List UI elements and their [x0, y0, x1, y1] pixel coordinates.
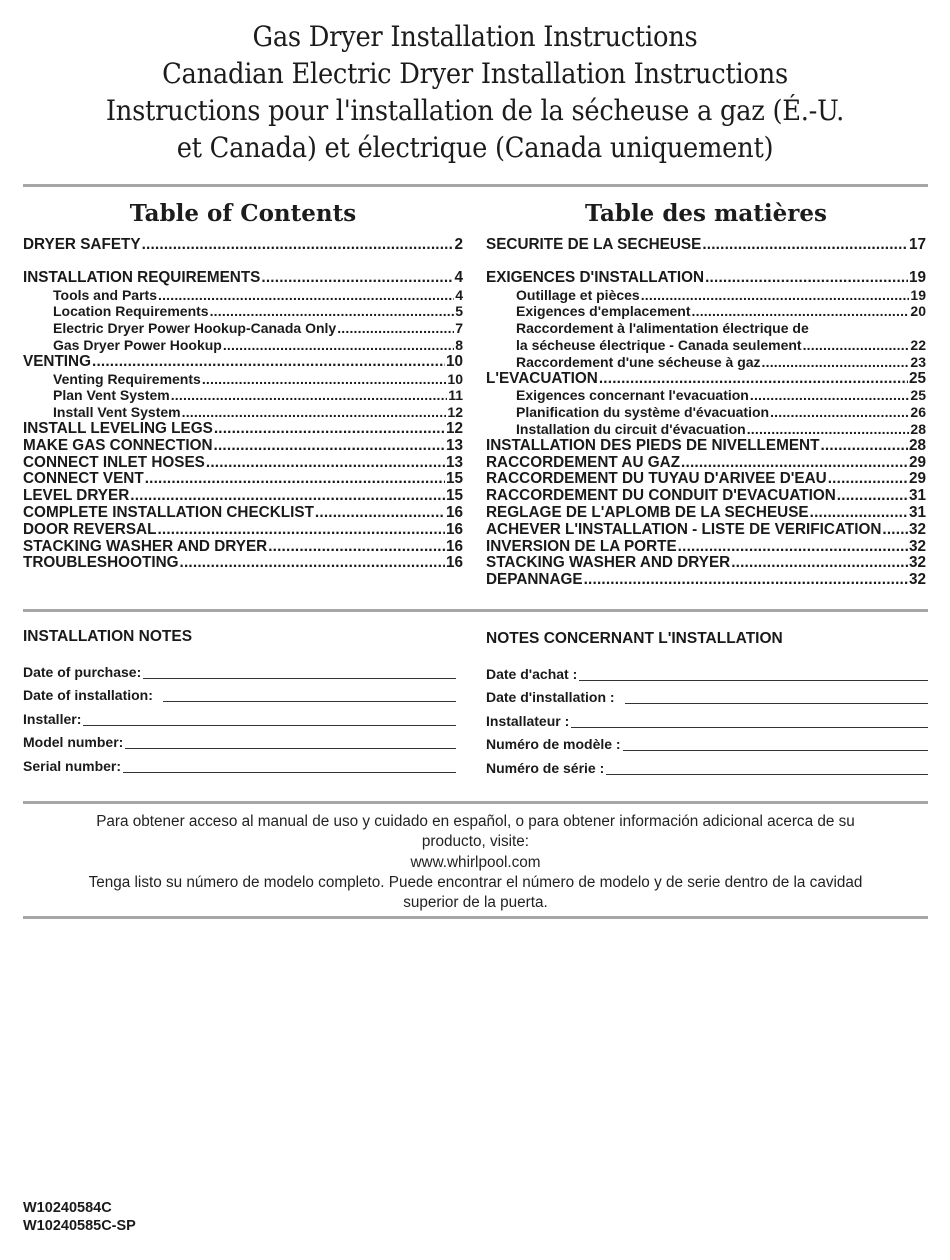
toc-entry-label: Venting Requirements: [53, 370, 201, 387]
note-field: [486, 660, 928, 684]
note-field-label: Numéro de série :: [486, 759, 605, 776]
toc-entry-page: 13: [445, 437, 463, 454]
dot-leader: [828, 471, 908, 488]
divider: [23, 801, 928, 804]
note-field-blank-line[interactable]: [123, 772, 456, 773]
title-line: et Canada) et électrique (Canada uniquement): [176, 131, 774, 164]
document-number: W10240584C: [23, 1200, 112, 1216]
toc-entry[interactable]: [486, 522, 926, 539]
toc-entry-page: 16: [445, 538, 463, 555]
note-field: [23, 658, 456, 682]
dot-leader: [837, 488, 908, 505]
toc-entry-page: 28: [908, 437, 926, 454]
toc-entry-page: 11: [448, 387, 463, 404]
toc-entry-page: 23: [910, 353, 926, 370]
toc-entry[interactable]: [23, 471, 463, 488]
note-field: [23, 682, 456, 706]
toc-entry[interactable]: [23, 421, 463, 438]
toc-entry-page: 16: [445, 521, 463, 538]
toc-entry-label: LEVEL DRYER: [23, 488, 130, 505]
toc-entry-page: 17: [908, 237, 926, 253]
toc-entry-label: Electric Dryer Power Hookup-Canada Only: [53, 320, 337, 337]
toc-entry[interactable]: [486, 371, 926, 388]
toc-entry-label: ACHEVER L'INSTALLATION - LISTE DE VÉRIFICATION: [486, 521, 882, 538]
toc-entry-label: VENTING: [23, 353, 91, 370]
toc-entry[interactable]: [23, 237, 463, 254]
toc-entry[interactable]: [23, 354, 463, 371]
note-field-blank-line[interactable]: [625, 703, 928, 704]
dot-leader: [762, 354, 910, 371]
dot-leader: [705, 270, 908, 287]
dot-leader: [171, 387, 447, 404]
notice-text: producto, visite:: [421, 833, 530, 851]
toc-entry-label: DOOR REVERSAL: [23, 521, 157, 538]
notice-text: Tenga listo su número de modelo completo. Puede encontrar el número de modelo y de serie dentro de la cavidad: [88, 873, 863, 891]
toc-entry-label: RACCORDEMENT DU TUYAU D'ARIVÉE D'EAU: [486, 471, 827, 488]
toc-entry-page: 4: [454, 269, 463, 286]
note-field-label: Date d'installation :: [486, 689, 615, 705]
installation-notes-english: [23, 628, 456, 776]
toc-entry-label: INSTALLATION REQUIREMENTS: [23, 269, 261, 286]
divider: [23, 916, 928, 919]
note-field: [486, 731, 928, 755]
dot-leader: [315, 505, 445, 522]
toc-entry-page: 10: [445, 353, 463, 370]
toc-entry[interactable]: [23, 539, 463, 556]
toc-entry-page: 12: [445, 420, 463, 437]
note-field-label: Date of purchase:: [23, 663, 142, 680]
toc-entry-label: Outillage et pièces: [516, 286, 640, 303]
toc-entry[interactable]: [486, 320, 926, 337]
note-field: [486, 754, 928, 778]
toc-entry[interactable]: [23, 387, 463, 404]
toc-entry[interactable]: [23, 337, 463, 354]
toc-entry-label: SÉCURITÉ DE LA SÉCHEUSE: [486, 237, 702, 253]
toc-entry-label: DRYER SAFETY: [23, 237, 141, 253]
notice-text: Para obtener acceso al manual de uso y cuidado en español, o para obtener información adicional acerca de su: [96, 813, 855, 830]
toc-english: [23, 200, 463, 572]
dot-leader: [223, 337, 454, 354]
toc-entry[interactable]: [23, 287, 463, 304]
dot-leader: [599, 371, 908, 388]
toc-entry-page: 5: [455, 303, 463, 320]
toc-entry[interactable]: [23, 488, 463, 505]
toc-heading: Table des matières: [585, 200, 827, 227]
toc-entry-label: TROUBLESHOOTING: [23, 555, 179, 572]
toc-entry[interactable]: [23, 320, 463, 337]
toc-entry-page: 29: [908, 471, 926, 488]
note-field-blank-line[interactable]: [579, 680, 928, 681]
toc-entry-page: 32: [908, 538, 926, 555]
toc-entry[interactable]: [486, 488, 926, 505]
toc-entry-label: CONNECT INLET HOSES: [23, 454, 205, 471]
toc-entry-label: L'EVACUATION: [486, 370, 598, 387]
toc-entry-label: CONNECT VENT: [23, 471, 144, 488]
toc-entry-page: 16: [445, 504, 463, 521]
divider: [23, 184, 928, 187]
dot-leader: [214, 438, 445, 455]
toc-entry-label: DÉPANNAGE: [486, 572, 583, 589]
toc-entry-page: 32: [908, 572, 926, 589]
note-field-label: Model number:: [23, 734, 124, 750]
toc-entry-page: 26: [910, 404, 926, 421]
toc-entry[interactable]: [486, 303, 926, 320]
dot-leader: [641, 287, 910, 304]
toc-entry-label: Install Vent System: [53, 404, 181, 421]
toc-entry[interactable]: [23, 555, 463, 572]
spanish-notice: [23, 812, 928, 913]
toc-entry[interactable]: [23, 270, 463, 287]
dot-leader: [261, 270, 453, 287]
toc-entry[interactable]: [486, 455, 926, 472]
toc-entry-label: COMPLETE INSTALLATION CHECKLIST: [23, 504, 314, 521]
toc-entry-label: Location Requirements: [53, 303, 209, 320]
dot-leader: [747, 421, 910, 438]
note-field-blank-line[interactable]: [623, 750, 928, 751]
dot-leader: [182, 404, 447, 421]
toc-entry-label: STACKING WASHER AND DRYER: [23, 538, 268, 555]
note-field-blank-line[interactable]: [83, 725, 456, 726]
note-field-label: Date d'achat :: [486, 665, 578, 682]
note-field: [486, 707, 928, 731]
website-link[interactable]: www.whirlpool.com: [410, 853, 541, 871]
document-number: W10240585C-SP: [23, 1218, 136, 1234]
note-field-label: Installateur :: [486, 712, 570, 729]
notice-text: superior de la puerta.: [403, 894, 548, 912]
toc-entry[interactable]: [23, 505, 463, 522]
dot-leader: [142, 237, 454, 254]
document-numbers: [23, 1199, 136, 1235]
toc-entry-page: 19: [910, 286, 926, 303]
toc-entry-label: Gas Dryer Power Hookup: [53, 336, 222, 353]
toc-entry-page: 7: [455, 320, 463, 337]
toc-heading: Table of Contents: [129, 200, 357, 227]
toc-entry[interactable]: [23, 438, 463, 455]
toc-entry-page: 12: [447, 404, 463, 421]
dot-leader: [770, 404, 909, 421]
toc-entry-page: 15: [445, 471, 463, 488]
toc-entry-page: 31: [908, 504, 926, 521]
toc-french: [486, 200, 926, 589]
toc-entry-label: RÉGLAGE DE L'APLOMB DE LA SÉCHEUSE: [486, 504, 809, 521]
toc-entry[interactable]: [486, 270, 926, 287]
note-field-blank-line[interactable]: [143, 678, 456, 679]
dot-leader: [681, 455, 908, 472]
toc-entry-page: 20: [910, 303, 926, 320]
note-field: [486, 684, 928, 708]
title-line: Gas Dryer Installation Instructions: [252, 20, 698, 53]
toc-entry[interactable]: [23, 404, 463, 421]
note-field-label: Date of installation:: [23, 687, 153, 703]
note-field: [23, 705, 456, 729]
dot-leader: [337, 320, 454, 337]
dot-leader: [584, 572, 908, 589]
toc-entry-label: Installation du circuit d'évacuation: [516, 420, 746, 437]
dot-leader: [810, 505, 908, 522]
toc-entry-label: Raccordement d'une sécheuse à gaz: [516, 353, 761, 370]
note-field-blank-line[interactable]: [571, 727, 928, 728]
dot-leader: [206, 455, 445, 472]
dot-leader: [820, 438, 908, 455]
toc-entry-label: EXIGENCES D'INSTALLATION: [486, 269, 705, 286]
toc-entry-page: 29: [908, 454, 926, 471]
toc-entry-page: 28: [910, 420, 926, 437]
note-field: [23, 752, 456, 776]
toc-entry-page: 16: [445, 555, 463, 572]
notes-heading: INSTALLATION NOTES: [23, 628, 193, 645]
toc-entry[interactable]: [486, 572, 926, 589]
dot-leader: [882, 522, 908, 539]
toc-entry[interactable]: [486, 421, 926, 438]
toc-entry[interactable]: [486, 505, 926, 522]
toc-entry-label: Raccordement à l'alimentation électrique de: [516, 320, 809, 337]
toc-entry-page: 22: [910, 336, 926, 353]
toc-entry-page: 25: [908, 370, 926, 387]
toc-entry-page: 13: [445, 454, 463, 471]
toc-entry[interactable]: [486, 387, 926, 404]
dot-leader: [210, 303, 455, 320]
dot-leader: [157, 522, 445, 539]
notes-heading: NOTES CONCERNANT L'INSTALLATION: [486, 630, 783, 647]
toc-entry-page: 25: [910, 387, 926, 404]
note-field-label: Installer:: [23, 710, 82, 727]
note-field-blank-line[interactable]: [606, 774, 928, 775]
toc-entry-label: INSTALLATION DES PIEDS DE NIVELLEMENT: [486, 437, 820, 454]
toc-entry[interactable]: [486, 555, 926, 572]
toc-entry-page: 31: [908, 488, 926, 505]
toc-entry[interactable]: [23, 522, 463, 539]
toc-entry[interactable]: [486, 471, 926, 488]
toc-entry[interactable]: [486, 337, 926, 354]
note-field: [23, 729, 456, 753]
toc-entry-page: 2: [454, 237, 463, 253]
title-line: Canadian Electric Dryer Installation Instructions: [162, 57, 788, 90]
toc-entry[interactable]: [486, 404, 926, 421]
dot-leader: [92, 354, 445, 371]
toc-entry-label: MAKE GAS CONNECTION: [23, 437, 213, 454]
toc-entry-page: 32: [908, 555, 926, 572]
document-title: [0, 18, 950, 166]
toc-entry[interactable]: [23, 371, 463, 388]
toc-entry[interactable]: [23, 303, 463, 320]
toc-entry-label: INSTALL LEVELING LEGS: [23, 420, 213, 437]
note-field-label: Numéro de modèle :: [486, 736, 621, 752]
toc-entry-label: Exigences d'emplacement: [516, 303, 691, 320]
dot-leader: [692, 303, 910, 320]
toc-entry-label: Planification du système d'évacuation: [516, 404, 770, 421]
toc-entry-page: 15: [445, 488, 463, 505]
dot-leader: [731, 555, 908, 572]
dot-leader: [202, 371, 447, 388]
toc-entry-label: RACCORDEMENT DU CONDUIT D'ÉVACUATION: [486, 488, 836, 505]
dot-leader: [145, 471, 445, 488]
toc-entry-page: 32: [908, 521, 926, 538]
dot-leader: [678, 539, 908, 556]
title-line: Instructions pour l'installation de la sécheuse a gaz (É.-U.: [105, 94, 845, 127]
dot-leader: [130, 488, 445, 505]
toc-entry[interactable]: [486, 237, 926, 254]
toc-entry-label: INVERSION DE LA PORTE: [486, 538, 677, 555]
toc-entry-page: 8: [455, 336, 463, 353]
toc-entry[interactable]: [486, 287, 926, 304]
dot-leader: [750, 387, 910, 404]
toc-entry-label: Exigences concernant l'evacuation: [516, 387, 749, 404]
note-field-blank-line[interactable]: [163, 701, 456, 702]
toc-entry-label: RACCORDEMENT AU GAZ: [486, 454, 681, 471]
toc-entry-page: 10: [447, 370, 463, 387]
toc-entry-page: 19: [908, 269, 926, 286]
divider: [23, 609, 928, 612]
toc-entry[interactable]: [486, 539, 926, 556]
toc-entry[interactable]: [486, 354, 926, 371]
toc-entry-page: 4: [455, 286, 463, 303]
toc-entry-label: Tools and Parts: [53, 286, 157, 303]
dot-leader: [214, 421, 445, 438]
dot-leader: [180, 555, 445, 572]
dot-leader: [803, 337, 910, 354]
dot-leader: [268, 539, 445, 556]
note-field-blank-line[interactable]: [125, 748, 456, 749]
note-field-label: Serial number:: [23, 757, 122, 774]
dot-leader: [158, 287, 454, 304]
toc-entry[interactable]: [23, 455, 463, 472]
toc-entry-label: STACKING WASHER AND DRYER: [486, 555, 731, 572]
toc-entry[interactable]: [486, 438, 926, 455]
toc-entry-label: Plan Vent System: [53, 387, 170, 404]
dot-leader: [702, 237, 908, 254]
installation-notes-french: [486, 628, 928, 778]
toc-entry-label: la sécheuse électrique - Canada seulement: [516, 336, 802, 353]
